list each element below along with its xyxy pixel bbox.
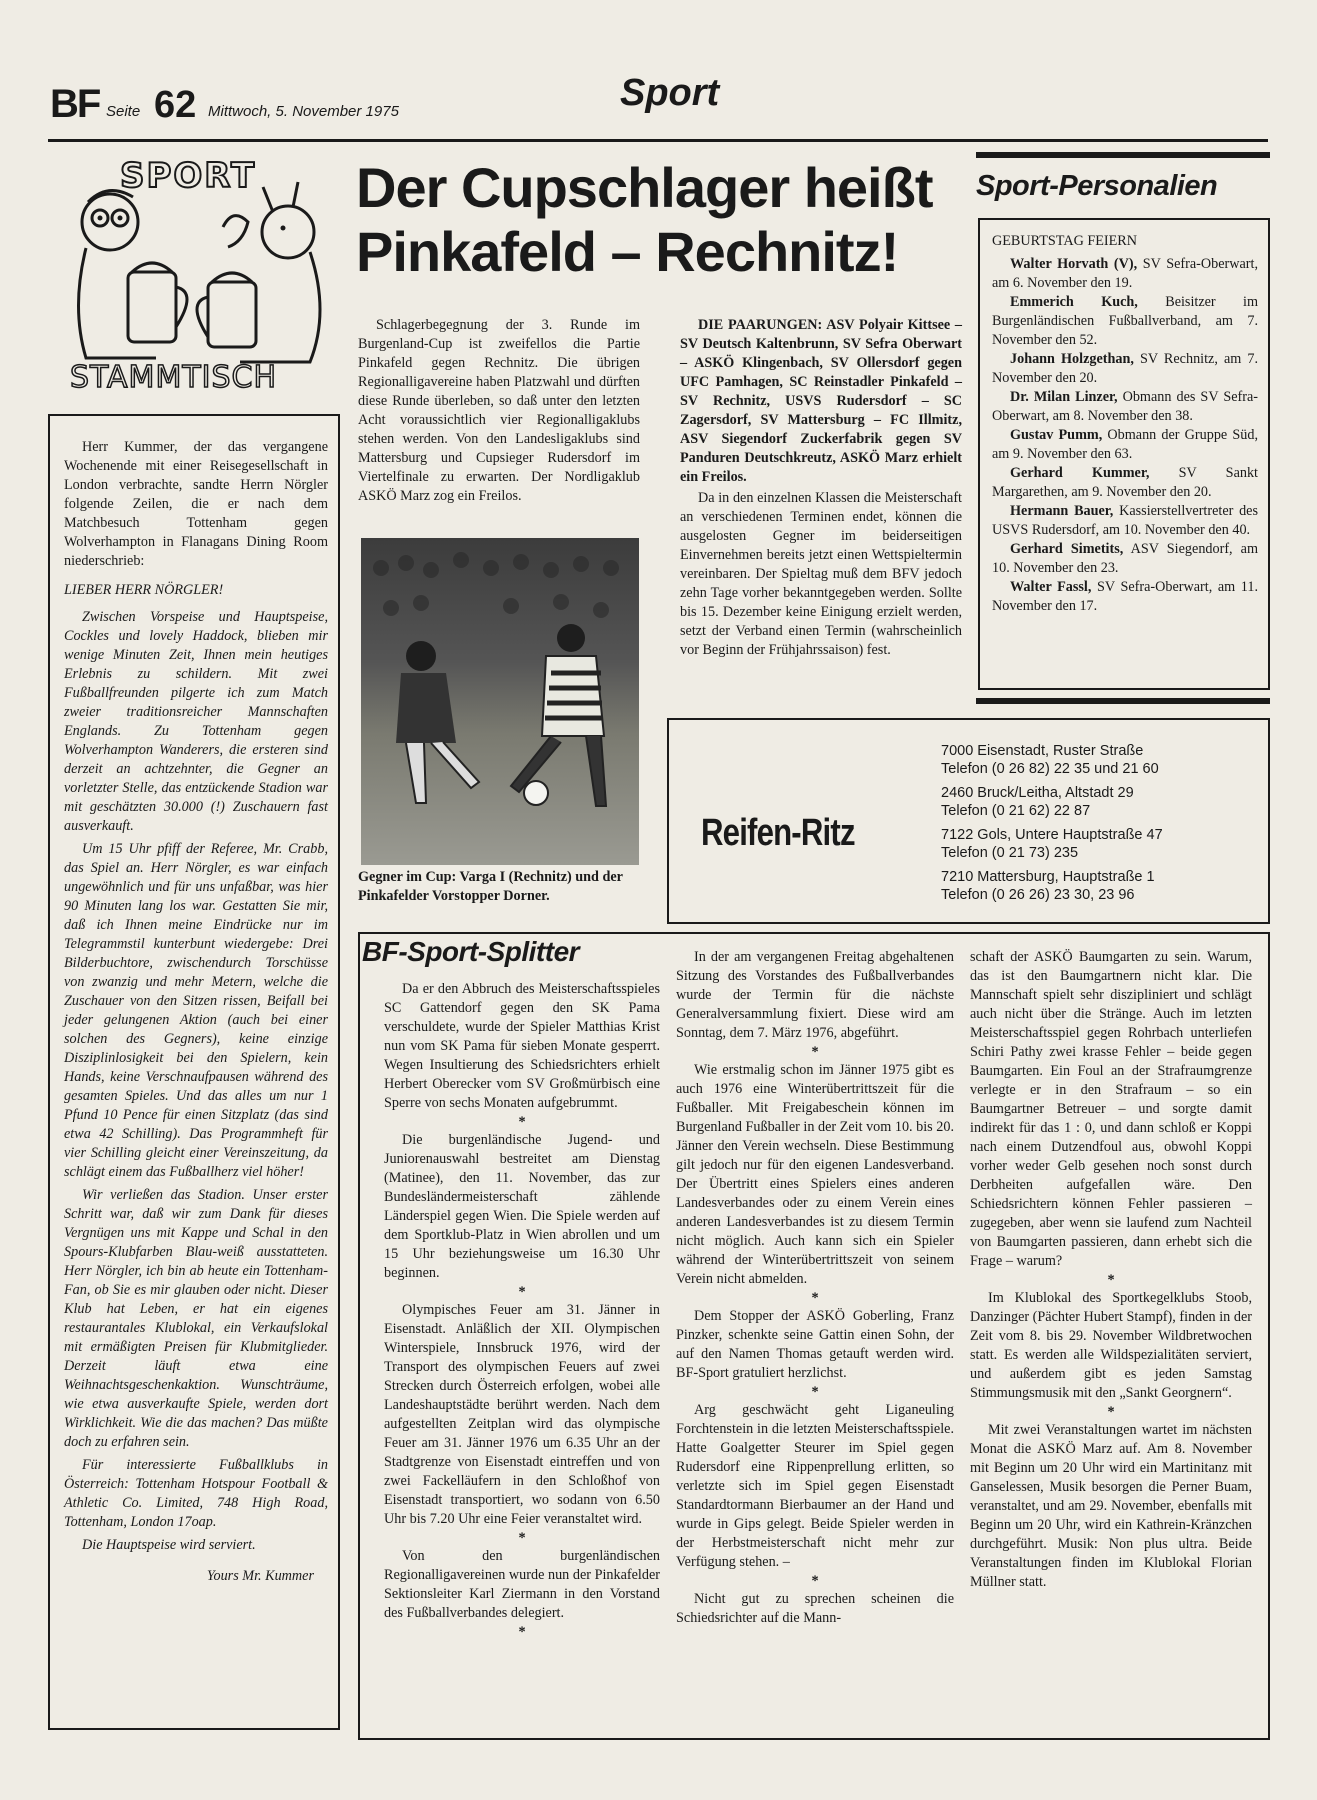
entry-name: Gerhard Simetits, [1010, 541, 1124, 557]
entry-name: Dr. Milan Linzer, [1010, 389, 1118, 405]
letter-signature: Yours Mr. Kummer [206, 1568, 314, 1584]
cup-article-col2 [680, 316, 962, 660]
entry-name: Walter Fassl, [1010, 579, 1092, 595]
personalien-entry [992, 350, 1258, 388]
entry-text: SV Rechnitz, am 7. November den 20. [992, 351, 1258, 386]
separator-star: * [1107, 1404, 1115, 1420]
stammtisch-logo [48, 152, 338, 402]
personalien-title: Sport-Personalien [976, 170, 1218, 202]
letter-intro: Herr Kummer, der das vergangene Wochenende mit einer Reisegesellschaft in London verbrachte, sandte Herrn Nörgler folgende Zeilen, die er nach dem Matchbesuch Tottenham gegen Wolverhampton in Flanagans Dining Room niederschrieb: [64, 439, 328, 569]
stammtisch-logo-top: SPORT [120, 156, 257, 196]
cup-article-text: Schlagerbegegnung der 3. Runde im Burgenland-Cup ist zweifellos die Partie Pinkafeld gegen Rechnitz. Die übrigen Regionalligavereine haben Platzwahl und dürften diese Runde überleben, so daß unter den letzten Acht voraussichtlich vier Regionalligaklubs stehen werden. Von den Landesligaklubs sind Mattersburg und Cupsieger Rudersdorf im Viertelfinale zu erwarten. Der Nordligaklub ASKÖ Marz zog ein Freilos. [358, 317, 640, 504]
reifen-ritz-ad [667, 718, 1270, 924]
letter-paragraph: Um 15 Uhr pfiff der Referee, Mr. Crabb, das Spiel an. Herr Nörgler, es war einfach ungewöhnlich und für uns unfaßbar, was hier 90 Minuten lang los war. Gestatten Sie mir, daß ich Ihnen meine Eindrücke nur im Telegrammstil kunterbunt wiedergebe: Drei Bilderbuchtore, zwischendurch Torschüsse von zwanzig und mehr Metern, welche die Zuschauer von den Sitzen rissen, Beifall bei jeder gelungenen Aktion (auch bei einer solchen des Gegners), keine einzige Disziplinlosigkeit bei den Spielern, kein Hands, keine Verschnaufpausen während des gesamten Spieles. Und das alles um nur 1 Pfund 10 Pence für einen Sitzplatz (das sind etwa 42 Schilling). Das Programmheft für vier Schilling gleicht einer Vereinszeitung, da schlägt einem das Fußballherz viel höher! [64, 841, 328, 1180]
ad-line: Telefon (0 26 26) 23 30, 23 96 [941, 887, 1135, 903]
splitter-item: Nicht gut zu sprechen scheinen die Schiedsrichter auf die Mann- [676, 1591, 954, 1626]
cup-photo-caption [358, 868, 642, 906]
entry-name: Hermann Bauer, [1010, 503, 1114, 519]
page-label: Seite [106, 103, 141, 120]
cup-article-col1 [358, 316, 640, 506]
page-number: 62 [154, 84, 197, 126]
entry-text: Beisitzer im Burgenländischen Fußballverband, am 7. November den 52. [992, 294, 1259, 348]
personalien-entry [992, 388, 1258, 426]
entry-name: Gustav Pumm, [1010, 427, 1103, 443]
ad-line: 7210 Mattersburg, Hauptstraße 1 [941, 869, 1155, 885]
letter-paragraph: Zwischen Vorspeise und Hauptspeise, Cockles und lovely Haddock, blieben mir wenige Minuten Zeit, Ihnen mein heutiges Erlebnis zu schildern. Mit zwei Fußballfreunden pilgerte ich zum Match zweier traditionsreicher Mannschaften Englands. Zu Tottenham gegen Wolverhampton Wanderers, die ersteren sind derzeit an achtzehnter, die Gegner an vorletzter Stelle, das entzückende Stadion war mit geschätzten 30.000 (!) Zuschauern fast ausverkauft. [64, 609, 328, 834]
personalien-entry [992, 255, 1258, 293]
bf-logo: BF [50, 82, 100, 126]
ad-line: Telefon (0 21 73) 235 [941, 845, 1079, 861]
personalien-box [978, 218, 1270, 690]
ad-line: Telefon (0 21 62) 22 87 [941, 803, 1091, 819]
separator-star: * [518, 1114, 526, 1130]
section-title: Sport [620, 72, 720, 114]
cup-article-text2: Da in den einzelnen Klassen die Meisterschaft an verschiedenen Terminen endet, können die ausgelosten Gegner im beiderseitigen Einvernehmen bereits jetzt einen Wettspieltermin vereinbaren. Der Spieltag muß dem BFV jedoch zehn Tage vorher bekanntgegeben werden. Sollte bis 15. Dezember keine Einigung erzielt werden, setzt der Verband einen Termin (wahrscheinlich vor Beginn der Frühjahrssaison) fest. [680, 490, 962, 658]
letter-paragraph: Die Hauptspeise wird serviert. [82, 1537, 256, 1553]
splitter-item: Wie erstmalig schon im Jänner 1975 gibt es auch 1976 eine Winterübertrittszeit für die Fußballer. Mit Freigabeschein können im Burgenland Fußballer in der Zeit vom 10. bis 20. Jänner den Verein wechseln. Diese Bestimmung gilt jedoch nur für den eigenen Landesverband. Der Übertritt eines Spielers eines anderen Landesverbandes oder zu einem Verein eines anderen Landesverbandes ist zu diesem Termin nicht möglich. Auch kann sich ein Spieler während der Winterübertrittszeit von seinem Verein nicht abmelden. [676, 1062, 954, 1287]
entry-text: Kassierstellvertreter des USVS Rudersdorf, am 10. November den 40. [992, 503, 1259, 538]
personalien-bottom-rule [976, 698, 1270, 704]
entry-text: ASV Siegendorf, am 10. November den 23. [992, 541, 1258, 576]
splitter-item: In der am vergangenen Freitag abgehaltenen Sitzung des Vorstandes des Fußballverbandes wurde der Termin für die nächste Generalversammlung fixiert. Diese wird am Sonntag, dem 7. März 1976, abgeführt. [676, 949, 954, 1041]
separator-star: * [518, 1624, 526, 1640]
cup-headline-line2: Pinkafeld – Rechnitz! [356, 220, 899, 283]
splitter-item: Im Klublokal des Sportkegelklubs Stoob, Danzinger (Pächter Hubert Stampf), finden in der Zeit vom 8. bis 29. November Wildbretwochen statt. Es werden alle Wildspezialitäten serviert, und außerdem gibt es jeden Samstag Stimmungsmusik mit den „Sankt Georgnern“. [970, 1290, 1252, 1401]
entry-name: Gerhard Kummer, [1010, 465, 1150, 481]
separator-star: * [518, 1284, 526, 1300]
splitter-item: Mit zwei Veranstaltungen wartet im nächsten Monat die ASKÖ Marz auf. Am 8. November mit Beginn um 20 Uhr wird ein Martinitanz mit Ganselessen, Musik besorgen die Perner Buam, veranstaltet, und am 29. November, ebenfalls mit Beginn um 20 Uhr, wird ein Kathrein-Kränzchen durchgeführt. Musik: Non plus ultra. Beide Veranstaltungen finden im Klublokal Florian Müllner statt. [970, 1422, 1252, 1590]
letter-salutation: LIEBER HERR NÖRGLER! [64, 582, 224, 598]
entry-name: Emmerich Kuch, [1010, 294, 1138, 310]
ad-line: Telefon (0 26 82) 22 35 und 21 60 [941, 761, 1159, 777]
splitter-col3 [970, 948, 1252, 1592]
cup-photo [361, 538, 639, 865]
personalien-entry [992, 426, 1258, 464]
ad-brand: Reifen-Ritz [701, 812, 855, 854]
separator-star: * [518, 1530, 526, 1546]
masthead-rule [48, 139, 1268, 142]
personalien-entry [992, 464, 1258, 502]
personalien-heading: GEBURTSTAG FEIERN [992, 233, 1138, 249]
ad-addresses [941, 742, 1261, 904]
cup-pairings: DIE PAARUNGEN: ASV Polyair Kittsee – SV Deutsch Kaltenbrunn, SV Sefra Oberwart – ASKÖ Klingenbach, SV Ollersdorf gegen UFC Pamhagen, SC Reinstadler Pinkafeld – SV Rechnitz, USVS Rudersdorf – SC Zagersdorf, SV Mattersburg – FC Illmitz, ASV Siegendorf Zuckerfabrik gegen SV Panduren Deutschkreutz, ASKÖ Marz erhielt ein Freilos. [680, 317, 962, 485]
separator-star: * [811, 1573, 819, 1589]
stammtisch-letter [48, 414, 340, 1730]
splitter-item: Von den burgenländischen Regionalligavereinen wurde nun der Pinkafelder Sektionsleiter Karl Ziermann in den Vorstand des Fußballverbandes delegiert. [384, 1548, 660, 1621]
splitter-item: Olympisches Feuer am 31. Jänner in Eisenstadt. Anläßlich der XII. Olympischen Winterspiele, Innsbruck 1976, wird der Transport des olympischen Feuers auf zwei Strecken durch Österreich erfolgen, wobei alle Landeshauptstädte berührt werden. Nach dem aufgestellten Zeitplan wird das olympische Feuer am 31. Jänner 1976 um 6.35 Uhr an der Stadtgrenze von Eisenstadt eintreffen und von zwei Fackelläufern in den Schloßhof von Eisenstadt transportiert, wo sodann von 6.50 Uhr bis 7.20 Uhr eine Feier veranstaltet wird. [384, 1302, 660, 1527]
letter-paragraph: Für interessierte Fußballklubs in Österreich: Tottenham Hotspour Football & Athletic Co. Limited, 748 High Road, Tottenham, London 17oap. [64, 1457, 328, 1530]
personalien-entry [992, 502, 1258, 540]
splitter-item: schaft der ASKÖ Baumgarten zu sein. Warum, das ist den Baumgartnern nicht klar. Die Mannschaft spielt sehr diszipliniert und schlägt auch nicht über die Stränge. Auch im letzten Meisterschaftsspiel gegen Rohrbach unterliefen Schiri Pathy zwei krasse Fehler – beide gegen Baumgarten. Ein Foul an der Strafraumgrenze verlegte er in den Strafraum – so ein Baumgartner Betreuer – und sorgte damit indirekt für das 1 : 0, und dann schloß er Koppi nach einem Dutzendfoul aus, obwohl Koppi vorher weder Gelb gesehen noch sonst durch Derbheiten aufgefallen wäre. Den Schiedsrichtern können Fehler passieren – zugegeben, aber wenn sie laufend zum Nachteil von Baumgarten passieren, dann erhebt sich die Frage – warum? [970, 949, 1252, 1269]
splitter-col1 [384, 980, 660, 1641]
splitter-item: Dem Stopper der ASKÖ Goberling, Franz Pinzker, schenkte seine Gattin einen Sohn, der auf den Namen Thomas getauft werden wird. BF-Sport gratuliert herzlichst. [676, 1308, 954, 1381]
ad-line: 7000 Eisenstadt, Ruster Straße [941, 743, 1144, 759]
cup-headline [356, 156, 956, 284]
entry-text: SV Sefra-Oberwart, am 11. November den 17. [992, 579, 1259, 614]
personalien-entry [992, 540, 1258, 578]
splitter-title: BF-Sport-Splitter [362, 936, 580, 967]
masthead [50, 70, 1265, 130]
ad-line: 2460 Bruck/Leitha, Altstadt 29 [941, 785, 1134, 801]
letter-paragraph: Wir verließen das Stadion. Unser erster Schritt war, daß wir zum Dank für dieses Vergnügen uns mit Kappe und Schal in den Spours-Klubfarben Blau-weiß ausstatteten. Herr Nörgler, ich bin ab heute ein Tottenham-Fan, ob Sie es mir glauben oder nicht. Dieser Klub hat Leben, er hat ein eigenes restaurantales Klublokal, ein Verkaufslokal mit ermäßigten Preisen für Klubmitglieder. Derzeit läuft etwa eine Weihnachtsgeschenkaktion. Wunschträume, wie etwa ausverkaufte Spiele, werden dort Wirklichkeit. Wie die das machen? Das müßte doch zu erfahren sein. [64, 1187, 328, 1450]
cup-headline-line1: Der Cupschlager heißt [356, 156, 933, 219]
personalien-entry [992, 293, 1258, 350]
splitter-item: Arg geschwächt geht Liganeuling Forchtenstein in die letzten Meisterschaftsspiele. Hatte Goalgetter Steurer im Spiel gegen Rudersdorf eine Rippenprellung erlitten, so verletzte sich im Spiel gegen Eisenstadt Standardtormann Bierbaumer an der Hand und wurde in Gips gelegt. Beide Spieler werden in der Herbstmeisterschaft nicht mehr zur Verfügung stehen. – [676, 1402, 954, 1570]
photo-caption-text: Gegner im Cup: Varga I (Rechnitz) und der Pinkafelder Vorstopper Dorner. [358, 869, 623, 904]
splitter-item: Die burgenländische Jugend- und Juniorenauswahl bestreitet am Dienstag (Matinee), den 11. November, das zur Bundesländermeisterschaft zählende Länderspiel gegen Wien. Die Spiele werden auf dem Sportklub-Platz in Wien abrollen und um 15 Uhr beziehungsweise um 16.30 Uhr beginnen. [384, 1132, 660, 1281]
entry-text: SV Sankt Margarethen, am 9. November den 20. [992, 465, 1259, 500]
entry-text: Obmann der Gruppe Süd, am 9. November den 63. [992, 427, 1258, 462]
entry-name: Walter Horvath (V), [1010, 256, 1138, 272]
ad-line: 7122 Gols, Untere Hauptstraße 47 [941, 827, 1163, 843]
separator-star: * [811, 1384, 819, 1400]
entry-text: Obmann des SV Sefra-Oberwart, am 8. November den 38. [992, 389, 1259, 424]
personalien-top-rule [976, 152, 1270, 158]
personalien-entry [992, 578, 1258, 616]
stammtisch-logo-bottom: STAMMTISCH [70, 360, 278, 395]
separator-star: * [811, 1044, 819, 1060]
splitter-col2 [676, 948, 954, 1628]
separator-star: * [1107, 1272, 1115, 1288]
splitter-item: Da er den Abbruch des Meisterschaftsspieles SC Gattendorf gegen den SK Pama verschuldete, wurde der Spieler Matthias Krist nun vom SK Pama für sieben Monate gesperrt. Wegen Insultierung des Schiedsrichters erhielt Herbert Oberecker vom SV Großmürbisch eine Sperre von sechs Monaten aufgebrummt. [384, 981, 660, 1111]
issue-date: Mittwoch, 5. November 1975 [208, 103, 399, 120]
entry-name: Johann Holzgethan, [1010, 351, 1134, 367]
separator-star: * [811, 1290, 819, 1306]
entry-text: SV Sefra-Oberwart, am 6. November den 19. [992, 256, 1258, 291]
cup-photo-image [361, 538, 639, 865]
